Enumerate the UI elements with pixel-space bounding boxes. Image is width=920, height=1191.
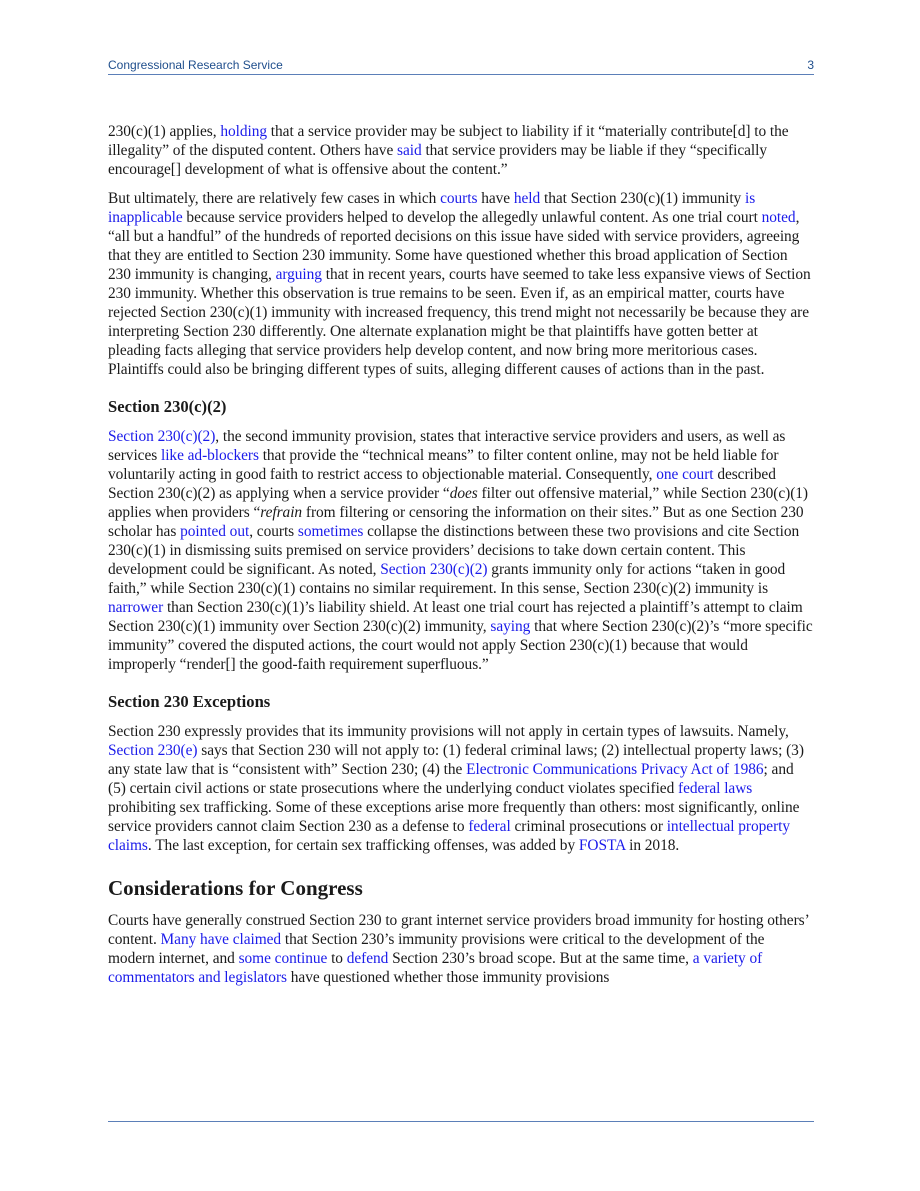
link-many-have-claimed[interactable]: Many have claimed [160,931,282,948]
footer-divider [108,1121,814,1122]
link-some-continue[interactable]: some continue [238,950,328,967]
link-ecpa-1986[interactable]: Electronic Communications Privacy Act of 1986 [466,761,764,778]
link-arguing[interactable]: arguing [275,266,322,283]
section-heading-230c2: Section 230(c)(2) [108,397,227,416]
link-narrower[interactable]: narrower [108,599,164,616]
page-header [108,58,814,75]
link-holding[interactable]: holding [220,123,267,140]
paragraph-5: Courts have generally construed Section 230 to grant internet service providers broad immunity for hosting others’ content. Many have claimed that Section 230’s immunity provisions were critical to the development of the modern internet, and some continue to defend Section 230’s broad scope. But at the same time, a variety of commentators and legislators have questioned whether those immunity provisions [108,912,809,986]
link-courts[interactable]: courts [440,190,478,207]
paragraph-3: Section 230(c)(2), the second immunity provision, states that interactive service providers and users, as well as services like ad-blockers that provide the “technical means” to filter content online, may not be held liable for voluntarily acting in good faith to restrict access to objectionable material. Consequently, one court described Section 230(c)(2) as applying when a service provider “does filter out offensive material,” while Section 230(c)(1) applies when providers “refrain from filtering or censoring the information on their sites.” But as one Section 230 scholar has pointed out, courts sometimes collapse the distinctions between these two provisions and cite Section 230(c)(1) in dismissing suits premised on service providers’ decisions to take down certain content. This development could be significant. As noted, Section 230(c)(2) grants immunity only for actions “taken in good faith,” while Section 230(c)(1) contains no similar requirement. In this sense, Section 230(c)(2) immunity is narrower than Section 230(c)(1)’s liability shield. At least one trial court has rejected a plaintiff’s attempt to claim Section 230(c)(1) immunity over Section 230(c)(2) immunity, saying that where Section 230(c)(2)’s “more specific immunity” covered the disputed actions, the court would not apply Section 230(c)(1) because that would improperly “render[] the good-faith requirement superfluous.” [108,428,813,673]
paragraph-1: 230(c)(1) applies, holding that a service provider may be subject to liability if it “materially contribute[d] to the illegality” of the disputed content. Others have said that service providers may be liable if they “specifically encourage[] development of what is offensive about the content.” [108,123,789,178]
link-section-230c2[interactable]: Section 230(c)(2) [108,428,216,445]
link-federal[interactable]: federal [468,818,511,835]
link-commentators-and-legislators[interactable]: a variety of commentators and legislators [108,950,763,986]
link-like-ad-blockers[interactable]: like ad-blockers [160,447,259,464]
link-sometimes[interactable]: sometimes [297,523,364,540]
header-publisher: Congressional Research Service [108,58,283,72]
link-intellectual-property-claims[interactable]: intellectual property claims [108,818,791,854]
link-federal-laws[interactable]: federal laws [678,780,753,797]
link-noted[interactable]: noted [761,209,796,226]
link-is-inapplicable[interactable]: is inapplicable [108,190,756,226]
emphasis-does: does [449,485,478,502]
link-saying[interactable]: saying [490,618,531,635]
paragraph-4: Section 230 expressly provides that its immunity provisions will not apply in certain types of lawsuits. Namely, Section 230(e) says that Section 230 will not apply to: (1) federal criminal laws; (2) intellectual property laws; (3) any state law that is “consistent with” Section 230; (4) the Electronic Communications Privacy Act of 1986; and (5) certain civil actions or state prosecutions where the underlying conduct violates specified federal laws prohibiting sex trafficking. Some of these exceptions arise more frequently than others: most significantly, online service providers cannot claim Section 230 as a defense to federal criminal prosecutions or intellectual property claims. The last exception, for certain sex trafficking offenses, was added by FOSTA in 2018. [108,723,804,854]
link-pointed-out[interactable]: pointed out [180,523,250,540]
paragraph-2: But ultimately, there are relatively few cases in which courts have held that Section 230(c)(1) immunity is inapplicable because service providers helped to develop the allegedly unlawful content. As one trial court noted, “all but a handful” of the hundreds of reported decisions on this issue have sided with service providers, agreeing that they are entitled to Section 230 immunity. Some have questioned whether this broad application of Section 230 immunity is changing, arguing that in recent years, courts have seemed to take less expansive views of Section 230 immunity. Whether this observation is true remains to be seen. Even if, as an empirical matter, courts have rejected Section 230(c)(1) immunity with increased frequency, this trend might not necessarily be because they are interpreting Section 230 differently. One alternate explanation might be that plaintiffs have gotten better at pleading facts alleging that service providers help develop content, and now bring more meritorious cases. Plaintiffs could also be bringing different types of suits, alleging different causes of actions than in the past. [108,190,811,378]
document-body [108,122,814,997]
link-fosta[interactable]: FOSTA [578,837,626,854]
link-one-court[interactable]: one court [656,466,714,483]
link-held[interactable]: held [513,190,541,207]
emphasis-refrain: refrain [260,504,303,521]
section-heading-considerations: Considerations for Congress [108,876,363,900]
link-section-230e[interactable]: Section 230(e) [108,742,198,759]
link-defend[interactable]: defend [346,950,389,967]
link-section-230c2-noted[interactable]: Section 230(c)(2) [380,561,488,578]
page-number: 3 [807,58,814,72]
section-heading-exceptions: Section 230 Exceptions [108,692,271,711]
link-said[interactable]: said [397,142,422,159]
